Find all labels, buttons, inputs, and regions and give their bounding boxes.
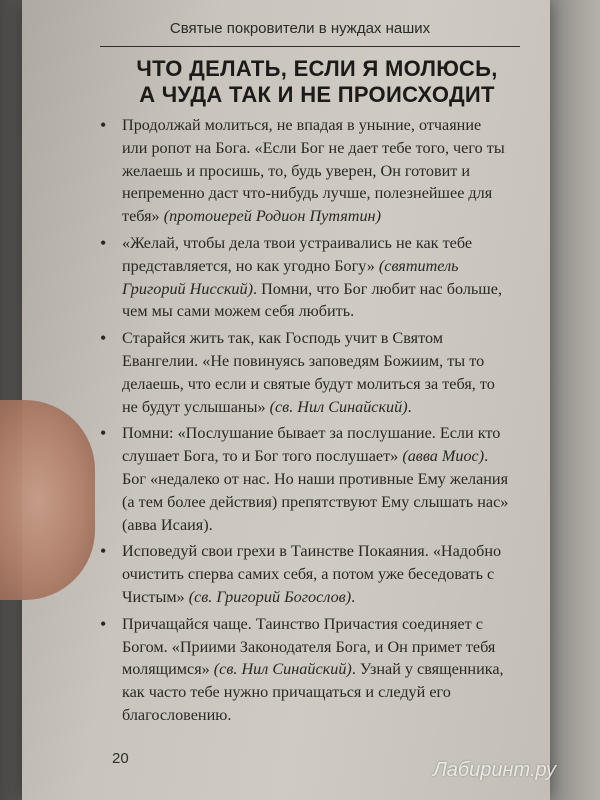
item-text: «Желай, чтобы дела твои устраивались не как тебе представляется, но как угодно Богу» <box>122 233 473 275</box>
header-rule <box>100 46 520 47</box>
bullet-icon: • <box>100 232 107 253</box>
bullet-icon: • <box>100 423 107 444</box>
watermark: Лабиринт.ру <box>433 759 556 781</box>
item-tail: . Помни, что Бог любит нас больше, чем мы сами можем себя любить. <box>122 279 502 321</box>
item-text: Старайся жить так, как Господь учит в Святом Евангелии. «Не повинуясь заповедям Божиим, ты то делаешь, что если и святые будут молиться за тебя, то не будут услышаны» <box>122 329 495 416</box>
item-text: Помни: «Послушание бывает за послушание. Если кто слушает Бога, то и Бог того послушает» <box>122 424 501 466</box>
item-attribution: (протоиерей Родион Путятин) <box>163 207 381 226</box>
item-text: Продолжай молиться, не впадая в уныние, отчаяние или ропот на Бога. «Если Бог не дает тебе того, чего ты желаешь и просишь, то, будь уверен, Он готовит и непременно даст что-нибудь лучше, полезнейшее для тебя» <box>122 116 505 226</box>
item-attribution: (святитель Григорий Нисский) <box>122 256 459 298</box>
thumb-photo <box>0 400 95 600</box>
list-item <box>100 232 510 323</box>
item-attribution: (св. Нил Синайский) <box>213 660 352 679</box>
list-item <box>100 540 510 608</box>
bullet-icon: • <box>100 328 107 349</box>
running-header: Святые покровители в нуждах наших <box>169 20 431 37</box>
list-item <box>100 613 510 727</box>
bullet-icon: • <box>100 541 107 562</box>
background-right <box>545 0 600 800</box>
title-line-2: А ЧУДА ТАК И НЕ ПРОИСХОДИТ <box>139 82 495 107</box>
item-tail: . <box>407 397 412 416</box>
list-item <box>100 422 510 536</box>
advice-list <box>100 114 510 731</box>
item-tail: . <box>351 587 356 606</box>
item-attribution: (св. Григорий Богослов) <box>188 587 352 606</box>
item-tail: . Бог «недалеко от нас. Но наши противные Ему желания (а тем более действия) препятствуют Ему слышать нас» (авва Исаия). <box>122 447 509 534</box>
section-title <box>112 56 522 108</box>
item-attribution: (авва Миос) <box>402 447 485 466</box>
item-tail: . Узнай у священника, как часто тебе нужно причащаться и следуй его благословению. <box>122 660 504 724</box>
list-item <box>100 114 510 228</box>
list-item <box>100 327 510 418</box>
title-line-1: ЧТО ДЕЛАТЬ, ЕСЛИ Я МОЛЮСЬ, <box>136 56 498 81</box>
bullet-icon: • <box>100 115 107 135</box>
bullet-icon: • <box>100 613 107 634</box>
item-text: Причащайся чаще. Таинство Причастия соединяет с Богом. «Приими Законодателя Бога, и Он примет тебя молящимся» <box>122 614 496 679</box>
item-text: Исповедуй свои грехи в Таинстве Покаяния. «Надобно очистить сперва самих себя, а потом уже беседовать с Чистым» <box>122 542 502 606</box>
page-number: 20 <box>112 750 129 767</box>
item-attribution: (св. Нил Синайский) <box>269 397 408 416</box>
